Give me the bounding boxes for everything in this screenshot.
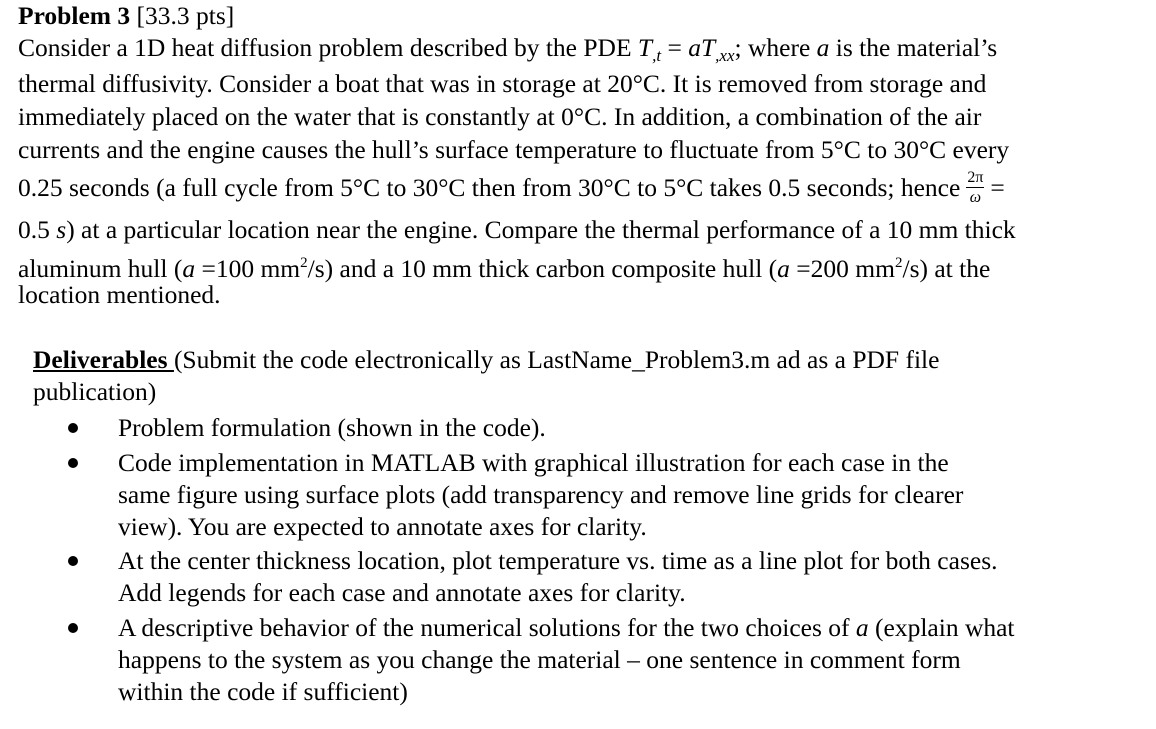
text-segment: aluminum hull (	[18, 254, 183, 283]
bullet-icon	[68, 556, 78, 566]
text-segment: ) at a particular location near the engine. Compare the thermal performance of a 10 mm thick	[66, 215, 1016, 244]
text-segment: /s) and a 10 mm thick carbon composite hull (	[307, 254, 778, 283]
problem-text-line-5	[18, 169, 1005, 208]
text-segment: =	[990, 173, 1005, 202]
deliverable-text: within the code if sufficient)	[118, 677, 408, 706]
fraction-numerator: 2π	[967, 169, 984, 187]
pde-variable: T	[637, 33, 653, 62]
diffusivity-symbol: a	[855, 613, 869, 642]
deliverables-title: Deliverables	[33, 345, 174, 374]
text-segment: 0.5	[18, 215, 57, 244]
bullet-icon	[68, 458, 78, 468]
superscript: 2	[300, 255, 308, 271]
period-fraction	[966, 170, 984, 206]
bullet-icon	[68, 423, 78, 433]
problem-text-line-3: immediately placed on the water that is constantly at 0°C. In addition, a combination of the air	[18, 102, 982, 131]
deliverable-text: Problem formulation (shown in the code).	[118, 413, 546, 442]
problem-title: Problem 3	[18, 1, 131, 30]
deliverables-heading	[33, 344, 939, 376]
text-segment: =200 mm	[789, 254, 895, 283]
problem-text-line-6	[18, 214, 1016, 246]
deliverable-text: view). You are expected to annotate axes for clarity.	[118, 512, 647, 541]
text-segment: =100 mm	[195, 254, 301, 283]
deliverable-text: same figure using surface plots (add transparency and remove line grids for clearer	[118, 480, 964, 509]
bullet-icon	[68, 623, 78, 633]
deliverables-heading-line-2: publication)	[33, 377, 157, 406]
deliverable-text: Code implementation in MATLAB with graphical illustration for each case in the	[118, 448, 949, 477]
deliverable-text: Add legends for each case and annotate axes for clarity.	[118, 578, 686, 607]
pde-term: aT	[688, 33, 716, 62]
problem-points: [33.3 pts]	[136, 1, 235, 30]
problem-header	[18, 0, 234, 32]
deliverables-instructions: (Submit the code electronically as LastName_Problem3.m ad as a PDF file	[173, 345, 940, 374]
deliverable-text	[118, 612, 1015, 644]
text-segment: is the material’s	[829, 33, 998, 62]
text-segment: 0.25 seconds (a full cycle from 5°C to 30°C then from 30°C to 5°C takes 0.5 seconds; hence	[18, 173, 961, 202]
diffusivity-symbol: a	[182, 254, 196, 283]
deliverable-text: At the center thickness location, plot temperature vs. time as a line plot for both cases.	[118, 546, 998, 575]
text-segment: Consider a 1D heat diffusion problem described by the PDE	[18, 33, 638, 62]
problem-text-line-2: thermal diffusivity. Consider a boat that was in storage at 20°C. It is removed from storage and	[18, 69, 987, 98]
text-segment: A descriptive behavior of the numerical solutions for the two choices of	[118, 613, 856, 642]
pde-subscript: ,xx	[715, 46, 735, 65]
text-segment: ; where	[734, 33, 817, 62]
pde-subscript: ,t	[652, 46, 662, 65]
text-segment: (explain what	[868, 613, 1015, 642]
pde-equals: =	[661, 33, 689, 62]
deliverable-text: happens to the system as you change the material – one sentence in comment form	[118, 645, 961, 674]
superscript: 2	[894, 255, 903, 271]
unit-seconds: s	[56, 215, 67, 244]
diffusivity-symbol: a	[777, 254, 790, 283]
problem-text-line-4: currents and the engine causes the hull’s surface temperature to fluctuate from 5°C to 30°C every	[18, 135, 1010, 164]
problem-text-line-8: location mentioned.	[18, 280, 221, 309]
problem-text-line-1	[18, 32, 997, 72]
fraction-denominator: ω	[969, 189, 982, 207]
diffusivity-symbol: a	[816, 33, 830, 62]
text-segment: /s) at the	[902, 254, 991, 283]
